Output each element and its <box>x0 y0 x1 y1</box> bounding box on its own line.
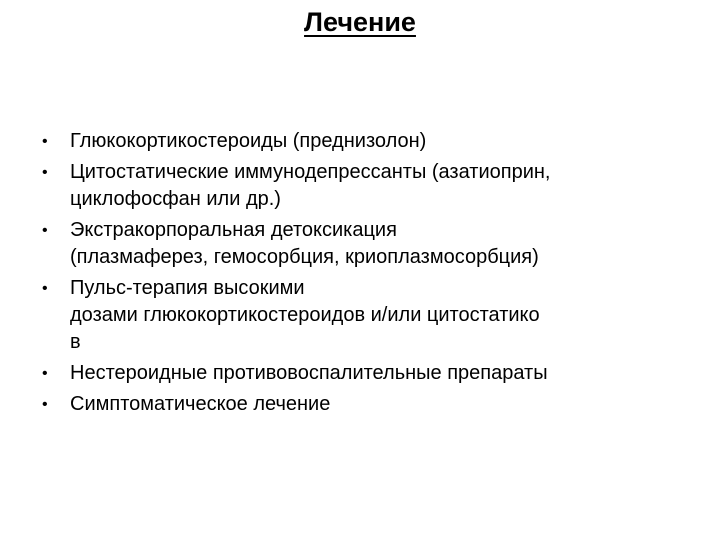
slide-title <box>0 4 720 40</box>
treatment-list <box>42 128 682 422</box>
bullet-icon: • <box>42 133 48 150</box>
list-item <box>42 275 682 356</box>
bullet-icon: • <box>42 222 48 239</box>
bullet-icon: • <box>42 280 48 297</box>
list-item <box>42 217 682 271</box>
bullet-icon: • <box>42 396 48 413</box>
list-item <box>42 159 682 213</box>
list-item-text: Цитостатические иммунодепрессанты (азатиоприн, циклофосфан или др.) <box>70 161 551 210</box>
list-item <box>42 128 682 155</box>
list-item-text: Пульс-терапия высокими дозами глюкокортикостероидов и/или цитостатико в <box>70 277 540 353</box>
bullet-icon: • <box>42 164 48 181</box>
list-item-text: Экстракорпоральная детоксикация (плазмаферез, гемосорбция, криоплазмосорбция) <box>70 219 539 268</box>
list-item <box>42 360 682 387</box>
list-item-text: Глюкокортикостероиды (преднизолон) <box>70 130 427 152</box>
list-item-text: Симптоматическое лечение <box>70 393 331 415</box>
list-item-text: Нестероидные противовоспалительные препараты <box>70 362 548 384</box>
list-item <box>42 391 682 418</box>
slide-title-text: Лечение <box>304 7 416 37</box>
bullet-icon: • <box>42 365 48 382</box>
